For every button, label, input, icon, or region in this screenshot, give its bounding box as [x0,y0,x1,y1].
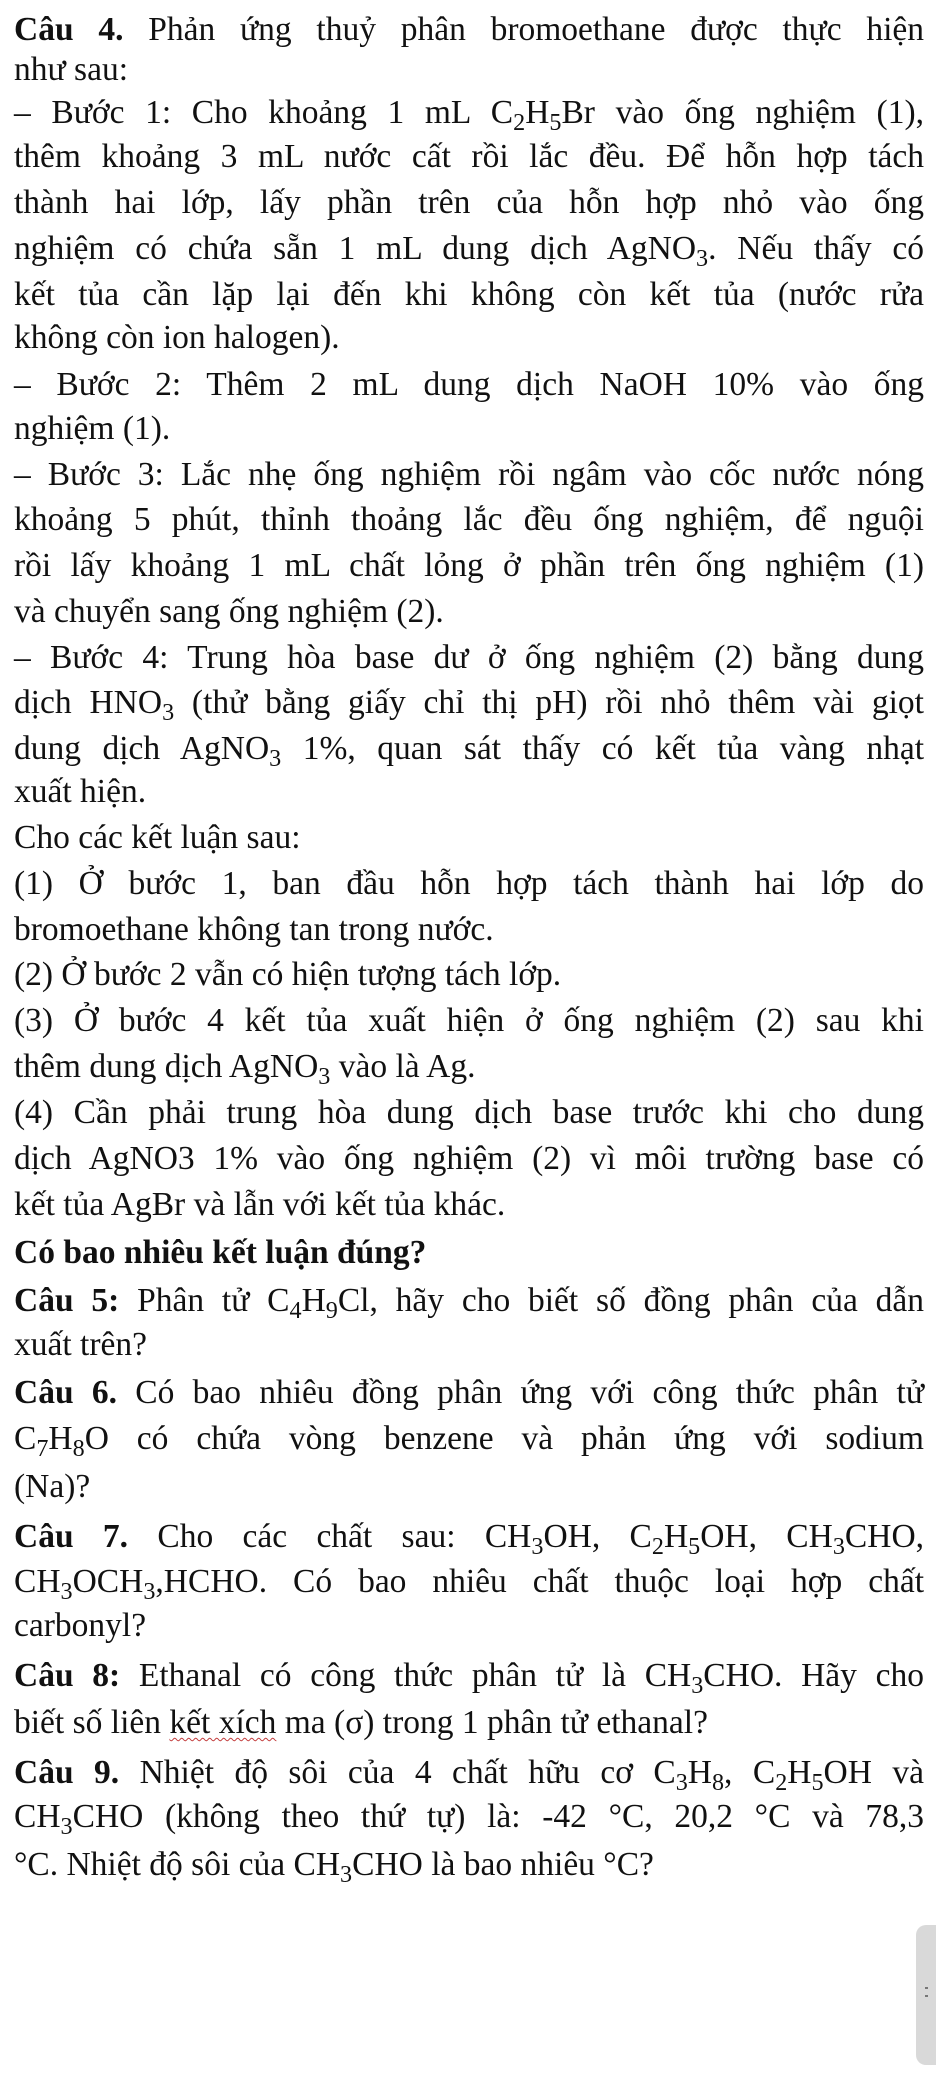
text-segment: – Bước 4: Trung hòa base dư ở ống nghiệm (2) bằng dung [14,639,924,676]
subscript: 3 [162,699,175,726]
subscript: 2 [513,109,526,136]
subscript: 9 [325,1297,338,1324]
text-line [14,683,924,733]
text-segment: Cho các chất sau: CH [128,1518,532,1555]
subscript: 2 [775,1769,788,1796]
text-line [14,546,924,586]
text-segment: nghiệm (1). [14,410,171,447]
subscript: 3 [143,1578,156,1605]
text-segment: OH, C [543,1518,652,1555]
text-line [14,818,924,858]
text-line [14,955,924,995]
text-line [14,1703,924,1743]
text-segment: . Nếu thấy có [708,230,924,267]
text-segment: rồi lấy khoảng 1 mL chất lỏng ở phần trên ống nghiệm (1) [14,547,924,584]
text-segment: OCH [72,1563,144,1600]
text-line [14,1047,924,1097]
text-line [14,1517,924,1567]
text-line [14,93,924,143]
text-line [14,1753,924,1803]
text-segment: CHO, [844,1518,925,1555]
text-segment: CHO là bao nhiêu °C? [352,1846,654,1883]
text-segment: khoảng 5 phút, thỉnh thoảng lắc đều ống nghiệm, để nguội [14,501,924,538]
text-segment: H [48,1420,73,1457]
text-segment: ,HCHO. Có bao nhiêu chất thuộc loại hợp chất [155,1563,924,1600]
text-segment: OH và [823,1754,924,1791]
subscript: 5 [811,1769,824,1796]
text-segment: bromoethane không tan trong nước. [14,911,494,948]
text-segment: Ethanal có công thức phân tử là CH [120,1657,692,1694]
bold-text: Câu 7. [14,1518,129,1555]
text-segment: kết tủa cần lặp lại đến khi không còn kết tủa (nước rửa [14,276,924,313]
text-line [14,500,924,540]
text-segment: Phản ứng thuỷ phân bromoethane được thực hiện [123,11,924,48]
text-segment: H [787,1754,812,1791]
text-segment: xuất hiện. [14,773,147,810]
subscript: 3 [60,1813,73,1840]
text-segment: carbonyl? [14,1607,147,1644]
bold-text: Câu 9. [14,1754,120,1791]
text-segment: – Bước 2: Thêm 2 mL dung dịch NaOH 10% vào ống [14,366,924,403]
grip-line-icon [925,1995,928,1997]
bold-text: Có bao nhiêu kết luận đúng? [14,1234,427,1271]
subscript: 3 [318,1063,331,1090]
text-line [14,229,924,279]
text-segment: Br vào ống nghiệm (1), [561,94,924,131]
text-segment: Phân tử C [119,1282,290,1319]
text-segment: Cl, hãy cho biết số đồng phân của dẫn [337,1282,924,1319]
subscript: 4 [289,1297,302,1324]
text-segment: – Bước 3: Lắc nhẹ ống nghiệm rồi ngâm vào cốc nước nóng [14,456,924,493]
text-line [14,1001,924,1041]
text-line [14,275,924,315]
text-segment: O có chứa vòng benzene và phản ứng với sodium [84,1420,924,1457]
text-segment: và chuyển sang ống nghiệm (2). [14,593,444,630]
text-segment: – Bước 1: Cho khoảng 1 mL C [14,94,514,131]
bold-text: Câu 5: [14,1282,120,1319]
subscript: 3 [696,245,709,272]
subscript: 8 [72,1435,85,1462]
text-line [14,137,924,177]
text-line [14,50,924,90]
subscript: 2 [651,1533,664,1560]
text-line [14,1185,924,1225]
text-line [14,1281,924,1331]
subscript: 3 [340,1861,353,1888]
text-segment: thêm khoảng 3 mL nước cất rồi lắc đều. Để hỗn hợp tách [14,138,924,175]
text-line [14,318,924,358]
text-segment: dịch HNO [14,684,163,721]
text-segment: OH, CH [700,1518,833,1555]
text-segment: CHO. Hãy cho [703,1657,924,1694]
text-line [14,1797,924,1847]
text-line [14,638,924,678]
text-line [14,1325,924,1365]
text-line [14,365,924,405]
text-line [14,772,924,812]
text-segment: dịch AgNO3 1% vào ống nghiệm (2) vì môi trường base có [14,1140,924,1177]
text-segment: CH [14,1798,61,1835]
text-segment: CH [14,1563,61,1600]
text-line [14,1467,924,1507]
subscript: 5 [688,1533,701,1560]
subscript: 3 [269,745,282,772]
text-line [14,1845,924,1895]
text-segment: (Na)? [14,1468,91,1505]
text-line [14,864,924,904]
text-segment: Cho các kết luận sau: [14,819,301,856]
text-segment: thêm dung dịch AgNO [14,1048,319,1085]
text-line [14,1562,924,1612]
text-segment: nghiệm có chứa sẵn 1 mL dung dịch AgNO [14,230,697,267]
text-segment: biết số liên [14,1704,170,1741]
text-line [14,592,924,632]
text-line [14,1093,924,1133]
bold-text: Câu 8: [14,1657,121,1694]
text-segment: C [14,1420,37,1457]
text-segment: xuất trên? [14,1326,148,1363]
text-segment: H [663,1518,689,1555]
text-segment: (1) Ở bước 1, ban đầu hỗn hợp tách thành hai lớp do [14,865,924,902]
text-line [14,455,924,495]
text-segment: kết tủa AgBr và lẫn với kết tủa khác. [14,1186,506,1223]
text-line [14,1139,924,1179]
scroll-handle[interactable] [916,1925,936,2065]
text-segment: dung dịch AgNO [14,730,270,767]
text-segment: kết xích [169,1704,277,1741]
subscript: 3 [60,1578,73,1605]
subscript: 7 [36,1435,49,1462]
text-segment: H [525,94,550,131]
text-segment: 1%, quan sát thấy có kết tủa vàng nhạt [281,730,924,767]
subscript: 8 [711,1769,725,1796]
text-line [14,409,924,449]
text-segment: như sau: [14,51,128,88]
text-segment: , C [724,1754,776,1791]
text-segment: H [687,1754,712,1791]
text-line [14,910,924,950]
text-line [14,1373,924,1413]
bold-text: Câu 4. [14,11,124,48]
subscript: 5 [549,109,562,136]
text-segment: Có bao nhiêu đồng phân ứng với công thức phân tử [116,1374,924,1411]
text-line [14,183,924,223]
subscript: 3 [531,1533,544,1560]
text-segment: (3) Ở bước 4 kết tủa xuất hiện ở ống nghiệm (2) sau khi [14,1002,924,1039]
text-line [14,1656,924,1706]
text-segment: (4) Cần phải trung hòa dung dịch base trước khi cho dung [14,1094,924,1131]
text-segment: °C. Nhiệt độ sôi của CH [14,1846,341,1883]
bold-text: Câu 6. [14,1374,117,1411]
text-segment: (2) Ở bước 2 vẫn có hiện tượng tách lớp. [14,956,562,993]
text-line [14,1233,924,1273]
text-segment: CHO (không theo thứ tự) là: -42 °C, 20,2 °C và 78,3 [72,1798,924,1835]
text-line [14,10,924,50]
text-segment: (thử bằng giấy chỉ thị pH) rồi nhỏ thêm vài giọt [174,684,924,721]
subscript: 3 [832,1533,845,1560]
text-segment: không còn ion halogen). [14,319,340,356]
grip-line-icon [925,1987,928,1989]
text-segment: H [301,1282,326,1319]
text-segment: vào là Ag. [330,1048,476,1085]
text-segment: ma (σ) trong 1 phân tử ethanal? [276,1704,708,1741]
text-segment: thành hai lớp, lấy phần trên của hỗn hợp nhỏ vào ống [14,184,924,221]
text-line [14,1606,924,1646]
text-segment: Nhiệt độ sôi của 4 chất hữu cơ C [119,1754,676,1791]
subscript: 3 [691,1672,704,1699]
subscript: 3 [675,1769,688,1796]
text-line [14,1419,924,1469]
